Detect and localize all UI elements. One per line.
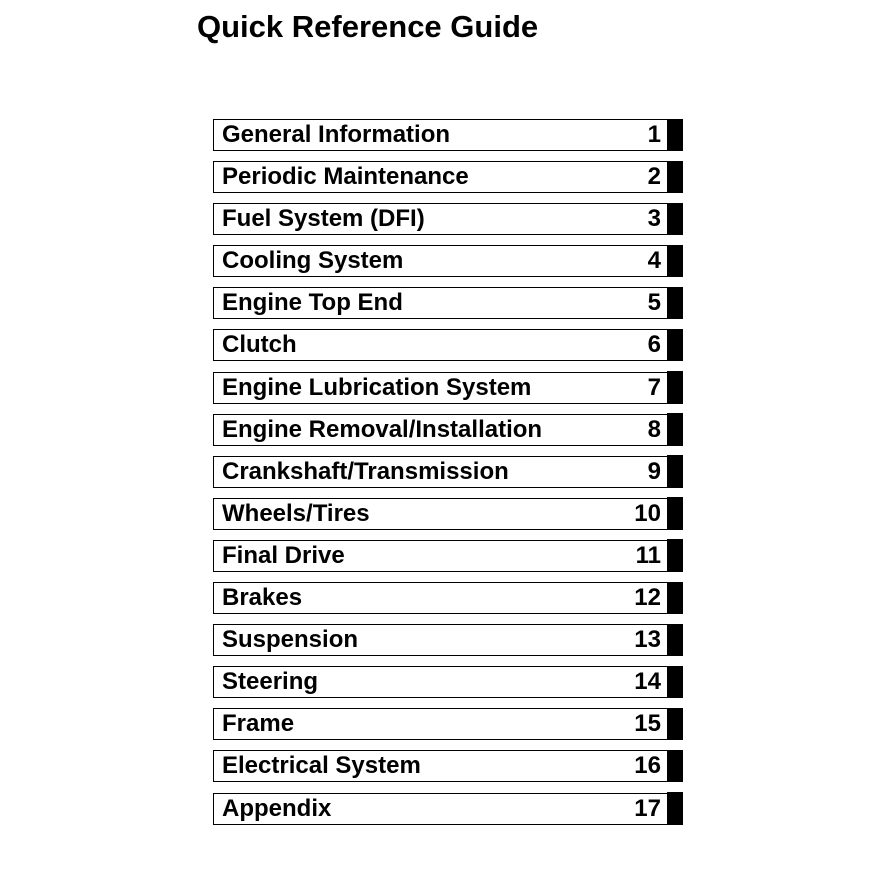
- section-number: 14: [634, 668, 661, 696]
- section-index: [213, 119, 683, 835]
- section-label: Suspension: [222, 626, 359, 654]
- section-label: Electrical System: [222, 752, 421, 780]
- section-label: Engine Removal/Installation: [222, 415, 543, 443]
- thumb-tab-marker: [667, 413, 683, 445]
- section-number: 10: [634, 499, 661, 527]
- section-row-fuel-system[interactable]: [213, 203, 683, 235]
- section-label: Final Drive: [222, 541, 345, 569]
- section-number: 13: [634, 626, 661, 654]
- section-row-steering[interactable]: [213, 666, 683, 698]
- thumb-tab-marker: [667, 455, 683, 487]
- section-label: Engine Top End: [222, 289, 403, 317]
- section-row-wheels-tires[interactable]: [213, 498, 683, 530]
- thumb-tab-marker: [667, 119, 683, 151]
- section-label: Steering: [222, 668, 319, 696]
- page-title: Quick Reference Guide: [197, 9, 539, 44]
- section-number: 2: [647, 163, 661, 191]
- section-row-appendix[interactable]: [213, 793, 683, 825]
- section-row-engine-top-end[interactable]: [213, 287, 683, 319]
- section-label: Crankshaft/Transmission: [222, 457, 509, 485]
- thumb-tab-marker: [667, 708, 683, 740]
- section-row-crankshaft-transmission[interactable]: [213, 456, 683, 488]
- section-number: 4: [647, 247, 661, 275]
- section-label: Appendix: [222, 794, 332, 822]
- section-number: 17: [634, 794, 661, 822]
- thumb-tab-marker: [667, 582, 683, 614]
- thumb-tab-marker: [667, 287, 683, 319]
- section-row-final-drive[interactable]: [213, 540, 683, 572]
- section-row-frame[interactable]: [213, 708, 683, 740]
- section-number: 11: [635, 541, 661, 569]
- section-row-general-information[interactable]: [213, 119, 683, 151]
- section-label: Wheels/Tires: [222, 499, 370, 527]
- section-number: 7: [647, 373, 661, 401]
- thumb-tab-marker: [667, 750, 683, 782]
- section-number: 1: [647, 121, 661, 148]
- section-number: 3: [647, 205, 661, 233]
- thumb-tab-marker: [667, 539, 683, 571]
- section-number: 5: [647, 289, 661, 317]
- section-label: Engine Lubrication System: [222, 373, 532, 401]
- section-number: 8: [647, 415, 661, 443]
- section-label: Brakes: [222, 584, 303, 612]
- thumb-tab-marker: [667, 329, 683, 361]
- thumb-tab-marker: [667, 245, 683, 277]
- section-row-clutch[interactable]: [213, 329, 683, 361]
- section-label: Periodic Maintenance: [222, 163, 469, 191]
- thumb-tab-marker: [667, 497, 683, 529]
- section-label: Cooling System: [222, 247, 404, 275]
- section-number: 9: [647, 457, 661, 485]
- section-label: Fuel System (DFI): [222, 205, 425, 233]
- section-row-brakes[interactable]: [213, 582, 683, 614]
- section-number: 16: [634, 752, 661, 780]
- section-row-engine-lubrication-system[interactable]: [213, 372, 683, 404]
- section-row-electrical-system[interactable]: [213, 750, 683, 782]
- thumb-tab-marker: [667, 203, 683, 235]
- section-label: General Information: [222, 121, 451, 148]
- section-row-engine-removal-installation[interactable]: [213, 414, 683, 446]
- thumb-tab-marker: [667, 161, 683, 193]
- section-row-suspension[interactable]: [213, 624, 683, 656]
- thumb-tab-marker: [667, 792, 683, 824]
- section-number: 6: [647, 331, 661, 359]
- section-row-periodic-maintenance[interactable]: [213, 161, 683, 193]
- thumb-tab-marker: [667, 371, 683, 403]
- section-number: 12: [634, 584, 661, 612]
- section-label: Frame: [222, 710, 295, 738]
- section-number: 15: [634, 710, 661, 738]
- thumb-tab-marker: [667, 666, 683, 698]
- section-row-cooling-system[interactable]: [213, 245, 683, 277]
- thumb-tab-marker: [667, 624, 683, 656]
- section-label: Clutch: [222, 331, 297, 359]
